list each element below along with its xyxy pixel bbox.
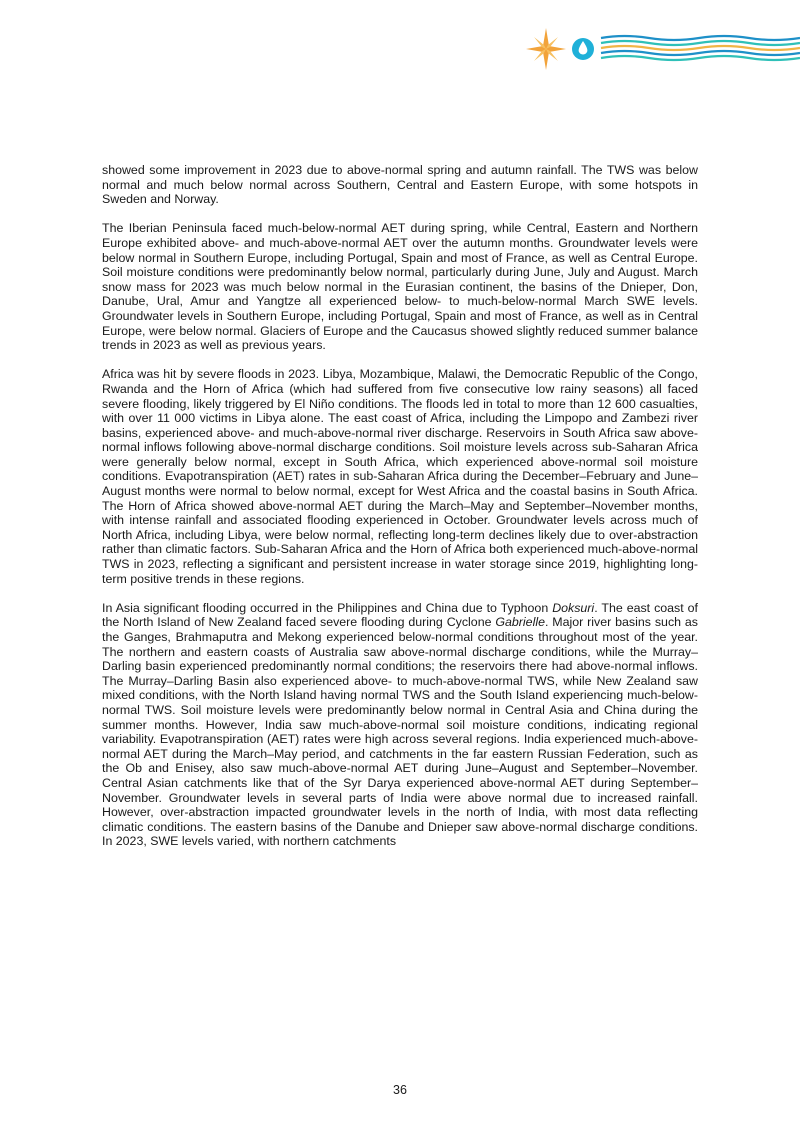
typhoon-name: Doksuri [552,600,595,615]
asia-text-part-3: . Major river basins such as the Ganges, Brahmaputra and Mekong experienced below-normal conditions throughout most of the year. The northern and eastern coasts of Australia saw above-normal discharge conditions, while the Murray–Darling basin experienced predominantly normal conditions; the reservoirs there had above-normal inflows. The Murray–Darling Basin also experienced above- to much-above-normal TWS, while New Zealand saw mixed conditions, with the North Island having normal TWS and the South Island experiencing much-below-normal TWS. Soil moisture levels were predominantly below normal in Central Asia and China during the summer months. However, India saw much-above-normal soil moisture conditions, indicating regional variability. Evapotranspiration (AET) rates were high across several regions. India experienced much-above-normal AET during the March–May period, and catchments in the far eastern Russian Federation, such as the Ob and Enisey, also saw much-above-normal AET during June–August and September–November. Central Asian catchments like that of the Syr Darya experienced above-normal AET during September–November. Groundwater levels in several parts of India were above normal due to increased rainfall. However, over-abstraction impacted groundwater levels in the north of India, with most data reflecting climatic conditions. The eastern basins of the Danube and Dnieper saw above-normal discharge conditions. In 2023, SWE levels varied, with northern catchments [102,615,699,849]
paragraph-europe-tws: showed some improvement in 2023 due to above-normal spring and autumn rainfall. The TWS was below normal and much below normal across Southern, Central and Eastern Europe, with some hotspots in Sweden and Norway. [102,163,698,207]
wave-lines [601,36,800,60]
page-number: 36 [393,1083,407,1097]
compass-star-icon [526,28,566,70]
cyclone-name: Gabrielle [495,615,545,630]
paragraph-europe-aet: The Iberian Peninsula faced much-below-normal AET during spring, while Central, Eastern and Northern Europe exhibited above- and much-above-normal AET over the autumn months. Groundwater levels were below normal in Southern Europe, including Portugal, Spain and most of France, as well as Central Europe. Soil moisture conditions were predominantly below normal, particularly during June, July and August. March snow mass for 2023 was much below normal in the Eurasian continent, the basins of the Dnieper, Don, Danube, Ural, Amur and Yangtze all experienced below- to much-below-normal March SWE levels. Groundwater levels in Southern Europe, including Portugal, Spain and most of France, as well as in Central Europe, were below normal. Glaciers of Europe and the Caucasus showed slightly reduced summer balance trends in 2023 as well as previous years. [102,221,698,353]
asia-text-part-1: In Asia significant flooding occurred in the Philippines and China due to Typhoon [102,600,553,615]
body-content [102,163,698,864]
paragraph-africa: Africa was hit by severe floods in 2023. Libya, Mozambique, Malawi, the Democratic Republic of the Congo, Rwanda and the Horn of Africa (which had suffered from five consecutive low rainy seasons) all faced severe flooding, likely triggered by El Niño conditions. The floods led in total to more than 12 600 casualties, with over 11 000 victims in Libya alone. The east coast of Africa, including the Limpopo and Zambezi river basins, experienced above- and much-above-normal river discharge. Reservoirs in South Africa saw above-normal inflows following above-normal discharge conditions. Soil moisture levels across sub-Saharan Africa were generally below normal, except in South Africa, which experienced above-normal soil moisture conditions. Evapotranspiration (AET) rates in sub-Saharan Africa during the December–February and June–August months were normal to below normal, except for West Africa and the coastal basins in South Africa. The Horn of Africa showed above-normal AET during the March–May and September–November months, with intense rainfall and associated flooding experienced in October. Groundwater levels across much of North Africa, including Libya, were below normal, reflecting long-term declines likely due to over-abstraction rather than climatic factors. Sub-Saharan Africa and the Horn of Africa both experienced much-above-normal TWS in 2023, reflecting a significant and persistent increase in water storage since 2019, highlighting long-term positive trends in these regions. [102,367,698,586]
paragraph-asia [102,601,698,849]
header-logo [524,24,800,74]
water-drop-icon [572,38,594,60]
asia-text-part-2: . The east coast of the North Island of New Zealand faced severe flooding during Cyclone [102,600,698,630]
